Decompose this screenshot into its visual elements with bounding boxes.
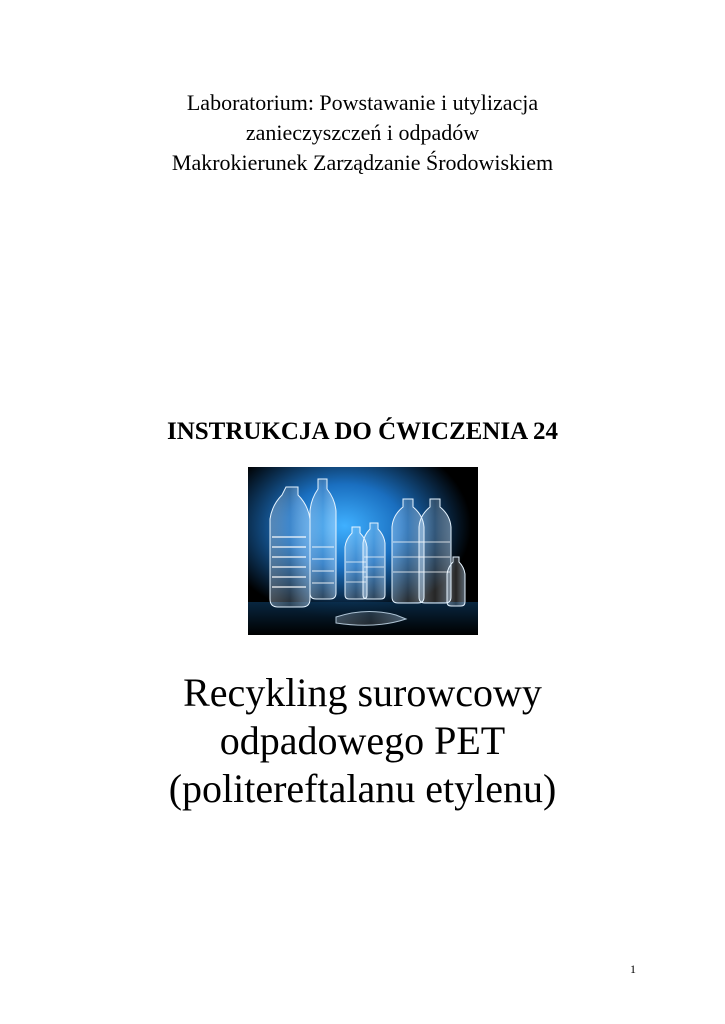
pet-bottles-photo: [248, 467, 478, 635]
main-title: [0, 669, 725, 813]
header-line-subject: zanieczyszczeń i odpadów: [245, 120, 480, 145]
instruction-title: INSTRUKCJA DO ĆWICZENIA 24: [166, 418, 559, 445]
main-title-line2: odpadowego PET: [219, 718, 506, 763]
document-header: [0, 88, 725, 178]
header-line-field: Makrokierunek Zarządzanie Środowiskiem: [171, 150, 554, 175]
main-title-line3: (politereftalanu etylenu): [168, 766, 557, 811]
main-title-line1: Recykling surowcowy: [183, 670, 542, 715]
page-number: 1: [630, 962, 636, 976]
header-line-lab: Laboratorium: Powstawanie i utylizacja: [186, 90, 539, 115]
pet-bottles-illustration: [248, 467, 478, 635]
